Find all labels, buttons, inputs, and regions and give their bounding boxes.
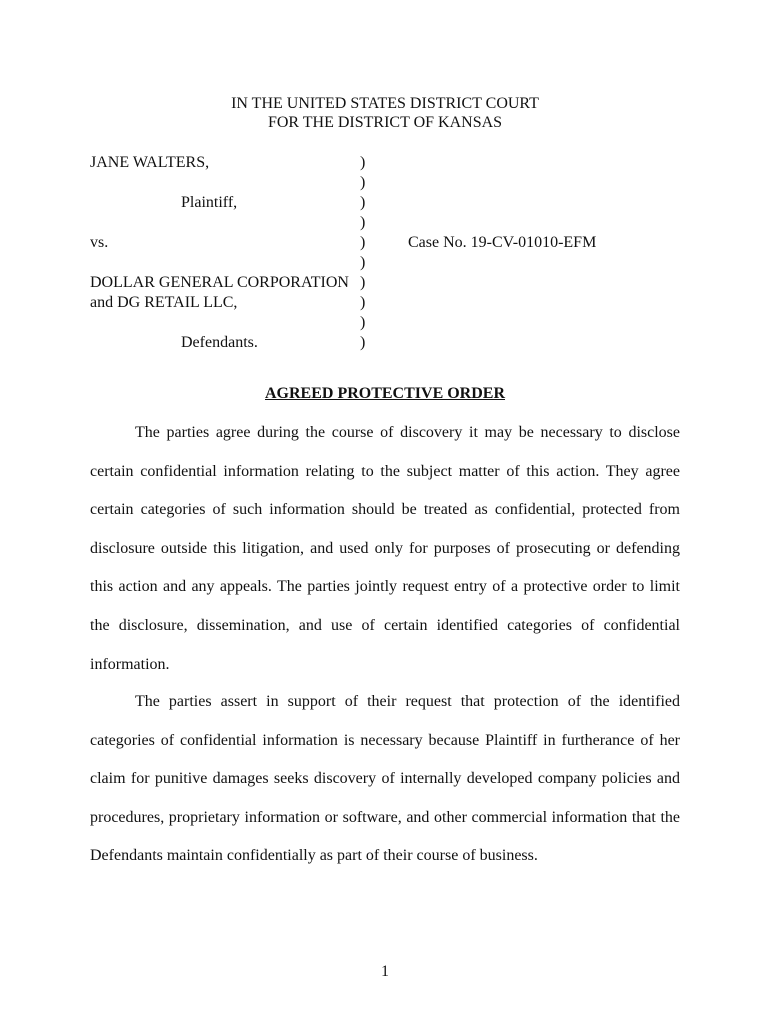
caption-row xyxy=(90,333,690,353)
caption-row xyxy=(90,173,690,193)
paragraph-line: Defendants maintain confidentially as part of their course of business. xyxy=(90,847,538,865)
caption-paren: ) xyxy=(360,274,366,291)
paragraph-line: this action and any appeals. The parties jointly request entry of a protective order to limit xyxy=(90,578,680,596)
plaintiff-name: JANE WALTERS, xyxy=(90,154,210,171)
paragraph-line: certain categories of such information should be treated as confidential, protected from xyxy=(90,501,680,519)
versus-label: vs. xyxy=(90,234,109,251)
caption-paren: ) xyxy=(360,194,366,211)
caption-row xyxy=(90,193,690,213)
caption-paren: ) xyxy=(360,334,366,351)
page-number: 1 xyxy=(381,963,389,980)
paragraph-line: information. xyxy=(90,655,170,673)
paragraph-line: categories of confidential information is necessary because Plaintiff in furtherance of her xyxy=(90,731,680,749)
paragraph-line: procedures, proprietary information or software, and other commercial information that the xyxy=(90,808,680,826)
caption-row xyxy=(90,293,690,313)
paragraph-line: certain confidential information relating to the subject matter of this action. They agree xyxy=(90,462,680,480)
caption-row xyxy=(90,273,690,293)
document-title: AGREED PROTECTIVE ORDER xyxy=(264,385,506,402)
defendant-name: DOLLAR GENERAL CORPORATION xyxy=(90,274,349,291)
defendant-name-continued: and DG RETAIL LLC, xyxy=(90,294,238,311)
body-paragraph xyxy=(90,692,680,885)
caption-paren: ) xyxy=(360,174,366,191)
caption-paren: ) xyxy=(360,314,366,331)
caption-row xyxy=(90,313,690,333)
caption-row xyxy=(90,233,690,253)
case-caption xyxy=(90,153,690,353)
paragraph-line: The parties assert in support of their request that protection of the identified xyxy=(135,693,680,710)
paragraph-line: the disclosure, dissemination, and use of certain identified categories of confidential xyxy=(90,616,680,634)
caption-paren: ) xyxy=(360,214,366,231)
caption-row xyxy=(90,253,690,273)
case-number: Case No. 19-CV-01010-EFM xyxy=(408,234,597,251)
caption-row xyxy=(90,153,690,173)
caption-paren: ) xyxy=(360,294,366,311)
caption-row xyxy=(90,213,690,233)
paragraph-line: The parties agree during the course of discovery it may be necessary to disclose xyxy=(135,424,680,441)
court-district: FOR THE DISTRICT OF KANSAS xyxy=(267,114,503,131)
court-name: IN THE UNITED STATES DISTRICT COURT xyxy=(231,95,539,112)
plaintiff-role: Plaintiff, xyxy=(181,194,238,211)
paragraph-line: claim for punitive damages seeks discovery of internally developed company policies and xyxy=(90,770,680,788)
caption-paren: ) xyxy=(360,234,366,251)
caption-paren: ) xyxy=(360,254,366,271)
caption-paren: ) xyxy=(360,154,366,171)
body-paragraph xyxy=(90,423,680,693)
paragraph-line: disclosure outside this litigation, and used only for purposes of prosecuting or defending xyxy=(90,539,680,557)
court-heading xyxy=(0,94,770,132)
defendant-role: Defendants. xyxy=(181,334,258,351)
